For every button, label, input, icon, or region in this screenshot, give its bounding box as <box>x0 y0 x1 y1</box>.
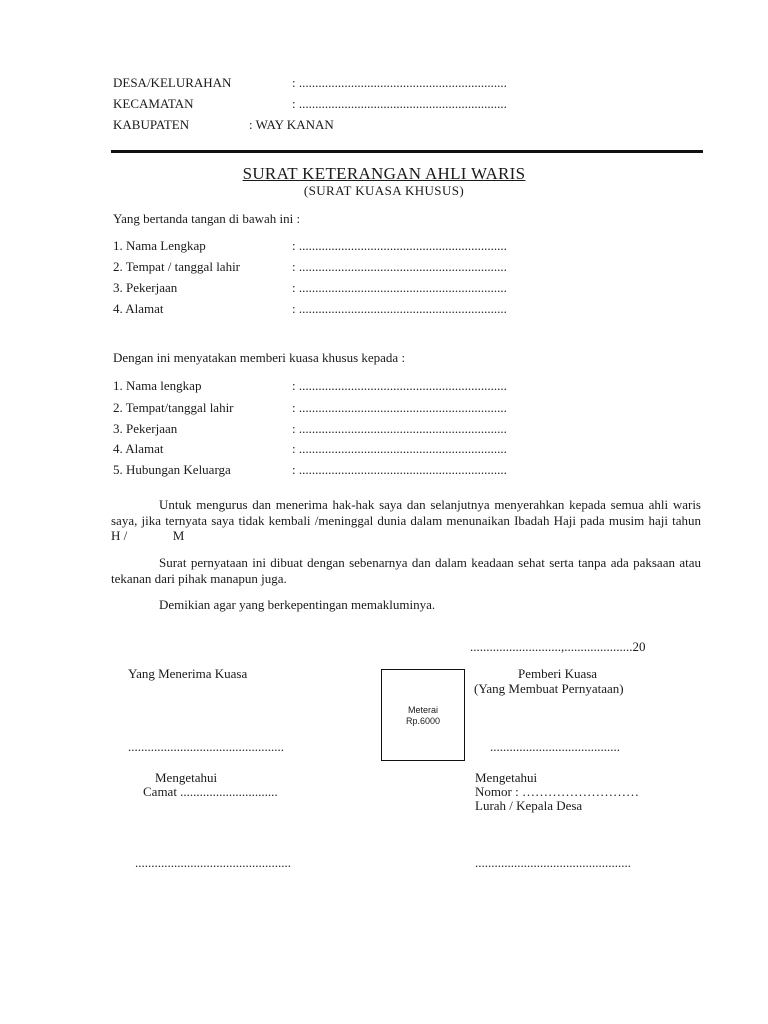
header-value-kabupaten: : WAY KANAN <box>249 117 334 132</box>
header-value-kecamatan: : ................................................................ <box>292 96 507 111</box>
header-label-kecamatan: KECAMATAN <box>113 96 194 111</box>
paragraph-pernyataan <box>111 555 701 586</box>
s1-value-ttl: : ................................................................ <box>292 259 507 274</box>
s2-label-nama: 1. Nama lengkap <box>113 378 202 393</box>
section2-intro: Dengan ini menyatakan memberi kuasa khusus kepada : <box>113 350 406 365</box>
header-value-desa: : ................................................................ <box>292 75 507 90</box>
s1-value-alamat: : ................................................................ <box>292 301 507 316</box>
section1-intro: Yang bertanda tangan di bawah ini : <box>113 211 301 226</box>
paragraph-penutup-text: Demikian agar yang berkepentingan memakluminya. <box>159 597 436 612</box>
header-label-kabupaten: KABUPATEN <box>113 117 190 132</box>
s2-value-nama: : ................................................................ <box>292 378 507 393</box>
meterai-stamp-box <box>381 669 465 761</box>
s2-label-hubungan: 5. Hubungan Keluarga <box>113 462 231 477</box>
giver-signature-line: ........................................ <box>490 739 620 754</box>
s2-value-ttl: : ................................................................ <box>292 400 507 415</box>
s2-label-pekerjaan: 3. Pekerjaan <box>113 421 178 436</box>
s1-value-nama: : ................................................................ <box>292 238 507 253</box>
receiver-signature-line: ................................................ <box>128 739 284 754</box>
document-title: SURAT KETERANGAN AHLI WARIS <box>242 164 526 183</box>
stamp-amount: Rp.6000 <box>405 716 441 726</box>
paragraph-pernyataan-text: Surat pernyataan ini dibuat dengan sebenarnya dan dalam keadaan sehat serta tanpa ada paksaan atau tekanan dari pihak manapun juga. <box>111 555 701 586</box>
s2-label-ttl: 2. Tempat/tanggal lahir <box>113 400 234 415</box>
lurah-signature-line: ................................................ <box>475 855 631 870</box>
paragraph-penutup <box>111 597 701 613</box>
date-line: ............................,.....................20 <box>470 639 646 654</box>
giver-sublabel: (Yang Membuat Pernyataan) <box>474 681 624 696</box>
giver-label: Pemberi Kuasa <box>518 666 598 681</box>
s1-label-alamat: 4. Alamat <box>113 301 164 316</box>
s1-label-ttl: 2. Tempat / tanggal lahir <box>113 259 241 274</box>
camat-signature-line: ................................................ <box>135 855 291 870</box>
header-label-desa: DESA/KELURAHAN <box>113 75 232 90</box>
header-divider <box>111 150 703 153</box>
receiver-label: Yang Menerima Kuasa <box>128 666 248 681</box>
paragraph-kuasa-text: Untuk mengurus dan menerima hak-hak saya dan selanjutnya menyerahkan kepada semua ahli waris saya, jika ternyata saya tidak kembali /meninggal dunia dalam menunaikan Ibadah Haji pada musim haji tahun H / M <box>111 497 757 543</box>
s2-value-pekerjaan: : ................................................................ <box>292 421 507 436</box>
lurah-nomor: Nomor : ……………………… <box>475 784 639 799</box>
lurah-role: Lurah / Kepala Desa <box>475 798 583 813</box>
s1-label-pekerjaan: 3. Pekerjaan <box>113 280 178 295</box>
document-subtitle: (SURAT KUASA KHUSUS) <box>303 183 465 198</box>
camat-role: Camat .............................. <box>143 784 278 799</box>
stamp-label: Meterai <box>407 705 438 715</box>
s2-label-alamat: 4. Alamat <box>113 441 164 456</box>
lurah-ack-title: Mengetahui <box>475 770 538 785</box>
paragraph-kuasa <box>111 497 757 544</box>
s1-label-nama: 1. Nama Lengkap <box>113 238 206 253</box>
s2-value-alamat: : ................................................................ <box>292 441 507 456</box>
s2-value-hubungan: : ................................................................ <box>292 462 507 477</box>
s1-value-pekerjaan: : ................................................................ <box>292 280 507 295</box>
camat-ack-title: Mengetahui <box>155 770 218 785</box>
